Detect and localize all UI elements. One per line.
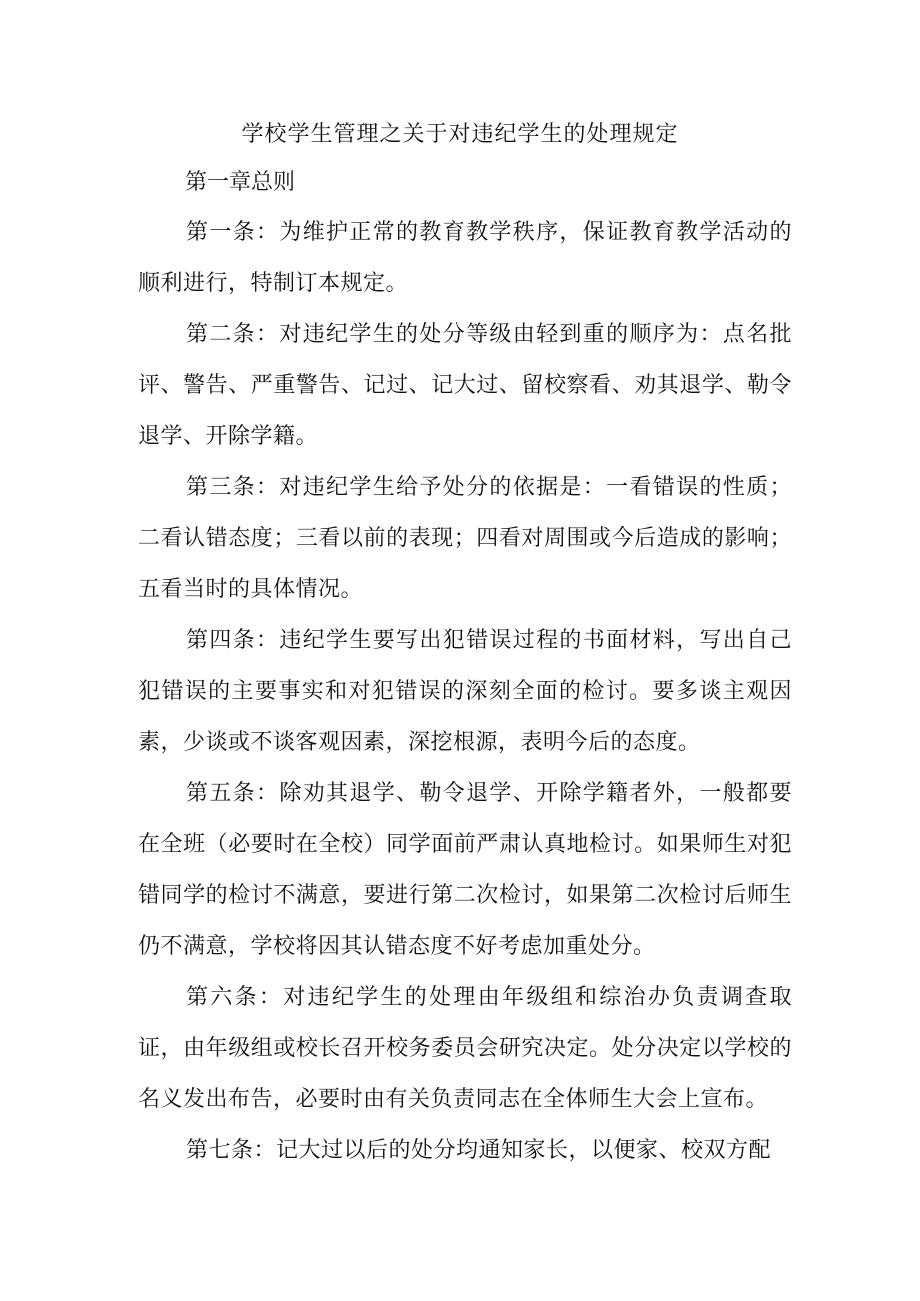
article-2-paragraph: 第二条：对违纪学生的处分等级由轻到重的顺序为：点名批评、警告、严重警告、记过、记大过、留校察看、劝其退学、勒令退学、开除学籍。 [138, 322, 792, 449]
article-3-paragraph: 第三条：对违纪学生给予处分的依据是：一看错误的性质；二看认错态度；三看以前的表现；四看对周围或今后造成的影响；五看当时的具体情况。 [138, 475, 792, 602]
document-title: 学校学生管理之关于对违纪学生的处理规定 [241, 122, 679, 147]
article-6-paragraph: 第六条：对违纪学生的处理由年级组和综治办负责调查取证，由年级组或校长召开校务委员会研究决定。处分决定以学校的名义发出布告，必要时由有关负责同志在全体师生大会上宣布。 [138, 985, 792, 1112]
article-7-paragraph: 第七条：记大过以后的处分均通知家长，以便家、校双方配 [186, 1138, 772, 1163]
article-4-paragraph: 第四条：违纪学生要写出犯错误过程的书面材料，写出自己犯错误的主要事实和对犯错误的深刻全面的检讨。要多谈主观因素，少谈或不谈客观因素，深挖根源，表明今后的态度。 [138, 628, 792, 755]
article-1-paragraph: 第一条：为维护正常的教育教学秩序，保证教育教学活动的顺利进行，特制订本规定。 [138, 220, 792, 296]
chapter-heading: 第一章总则 [185, 170, 296, 195]
article-5-paragraph: 第五条：除劝其退学、勒令退学、开除学籍者外，一般都要在全班（必要时在全校）同学面前严肃认真地检讨。如果师生对犯错同学的检讨不满意，要进行第二次检讨，如果第二次检讨后师生仍不满意，学校将因其认错态度不好考虑加重处分。 [138, 781, 792, 959]
